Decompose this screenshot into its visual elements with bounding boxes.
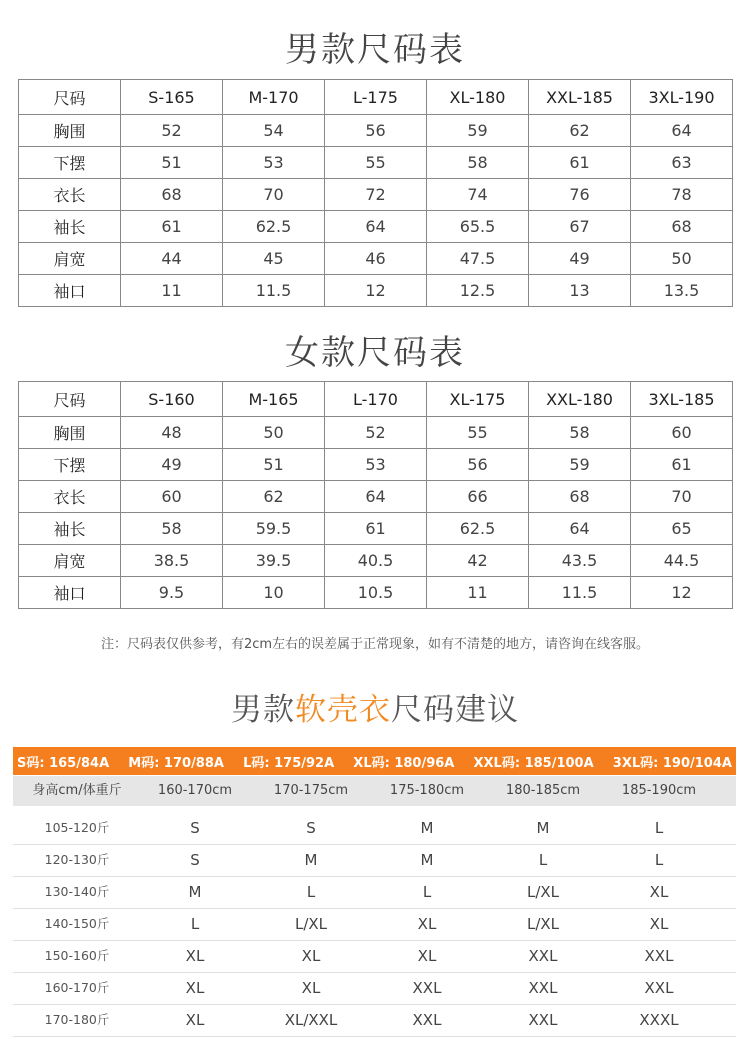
recommend-title [0,684,750,729]
size-cell: XL-175 [427,382,529,417]
size-cell: 13.5 [631,275,733,307]
size-cell: 59.5 [223,513,325,545]
recommended-size: L [538,851,548,869]
size-cell: 50 [223,417,325,449]
size-cell: 43.5 [529,545,631,577]
recommend-header-label: 身高cm/体重斤 [32,783,122,798]
size-cell: 70 [223,179,325,211]
weight-range-label: 150-160斤 [44,948,110,963]
weight-range-label: 120-130斤 [44,852,110,867]
recommended-size: XXL [412,1011,442,1029]
size-cell: 63 [631,147,733,179]
recommended-size: XL [417,915,437,933]
size-row [19,513,733,545]
size-cell: 50 [631,243,733,275]
size-cell: L-170 [325,382,427,417]
size-cell: 64 [631,115,733,147]
size-cell: 45 [223,243,325,275]
recommend-row [13,972,736,1005]
recommended-size: M [420,819,434,837]
size-cell: 54 [223,115,325,147]
weight-range-label: 130-140斤 [44,884,110,899]
recommended-size: L [654,851,664,869]
height-range-header: 180-185cm [505,783,581,798]
size-code-label: XXL码: 185/100A [473,755,594,771]
size-code-label: L码: 175/92A [243,755,335,771]
recommend-row [13,844,736,877]
size-cell: 64 [325,211,427,243]
weight-range-label: 140-150斤 [44,916,110,931]
recommended-size: XL/XXL [284,1011,338,1029]
size-cell: 9.5 [121,577,223,609]
size-row [19,115,733,147]
size-cell: 12 [325,275,427,307]
size-row [19,211,733,243]
size-row [19,481,733,513]
size-code-label: M码: 170/88A [128,755,224,771]
size-cell: 76 [529,179,631,211]
size-cell: 62.5 [223,211,325,243]
size-cell: 65.5 [427,211,529,243]
recommended-size: XXL [644,947,674,965]
weight-range-label: 170-180斤 [44,1012,110,1027]
size-row [19,243,733,275]
size-cell: 62 [223,481,325,513]
size-cell: 61 [325,513,427,545]
size-cell: 61 [529,147,631,179]
size-cell: 56 [427,449,529,481]
size-cell: 13 [529,275,631,307]
height-range-header: 160-170cm [157,783,233,798]
recommended-size: M [536,819,550,837]
size-cell: 53 [223,147,325,179]
row-label-cell: 肩宽 [19,243,121,275]
size-cell: 38.5 [121,545,223,577]
size-cell: L-175 [325,80,427,115]
size-cell: S-160 [121,382,223,417]
recommended-size: S [306,819,316,837]
recommend-row [13,908,736,941]
recommended-size: S [190,819,200,837]
size-cell: 62.5 [427,513,529,545]
size-cell: 48 [121,417,223,449]
recommended-size: L [190,915,200,933]
size-row [19,275,733,307]
size-cell: 64 [325,481,427,513]
recommended-size: XL [301,947,321,965]
size-cell: 58 [121,513,223,545]
row-label-cell: 肩宽 [19,545,121,577]
row-label-cell: 袖长 [19,211,121,243]
row-label-cell: 衣长 [19,179,121,211]
size-cell: 11.5 [223,275,325,307]
size-cell: 68 [121,179,223,211]
row-label-cell: 下摆 [19,449,121,481]
size-cell: 64 [529,513,631,545]
size-cell: 58 [529,417,631,449]
recommend-title-post: 尺码建议 [391,692,519,728]
size-cell: 68 [631,211,733,243]
height-range-header: 170-175cm [273,783,349,798]
recommended-size: XL [185,947,205,965]
recommend-row [13,812,736,845]
size-cell: M-165 [223,382,325,417]
size-code-label: 3XL码: 190/104A [612,755,732,771]
recommend-row [13,940,736,973]
size-cell: 62 [529,115,631,147]
row-label-cell: 胸围 [19,417,121,449]
size-row [19,147,733,179]
women-size-chart-title: 女款尺码表 [285,333,465,373]
size-cell: 56 [325,115,427,147]
size-cell: 49 [121,449,223,481]
size-cell: 67 [529,211,631,243]
recommended-size: L/XL [526,915,560,933]
recommended-size: L/XL [526,883,560,901]
recommended-size: XXL [528,947,558,965]
recommended-size: XXL [644,979,674,997]
size-cell: M-170 [223,80,325,115]
size-note: 注：尺码表仅供参考，有2cm左右的误差属于正常现象，如有不清楚的地方，请咨询在线客服。 [100,637,650,652]
size-cell: XXL-185 [529,80,631,115]
men-size-table [18,79,733,307]
size-cell: 10 [223,577,325,609]
size-cell: 52 [121,115,223,147]
size-cell: 55 [325,147,427,179]
weight-range-label: 160-170斤 [44,980,110,995]
row-label-cell: 袖长 [19,513,121,545]
row-label-cell: 尺码 [19,80,121,115]
recommended-size: XL [185,1011,205,1029]
size-cell: 47.5 [427,243,529,275]
recommended-size: XXL [412,979,442,997]
size-cell: 11 [121,275,223,307]
size-cell: XL-180 [427,80,529,115]
size-cell: 72 [325,179,427,211]
recommended-size: L/XL [294,915,328,933]
size-cell: 42 [427,545,529,577]
size-header-row [19,80,733,115]
size-cell: 49 [529,243,631,275]
row-label-cell: 下摆 [19,147,121,179]
size-row [19,449,733,481]
recommended-size: XL [185,979,205,997]
size-cell: 68 [529,481,631,513]
recommended-size: XXL [528,1011,558,1029]
size-cell: 12 [631,577,733,609]
size-cell: 44.5 [631,545,733,577]
recommended-size: M [188,883,202,901]
size-cell: 74 [427,179,529,211]
size-cell: 12.5 [427,275,529,307]
size-code-label: XL码: 180/96A [353,755,455,771]
height-range-header: 185-190cm [621,783,697,798]
recommend-row [13,876,736,909]
row-label-cell: 衣长 [19,481,121,513]
size-cell: 51 [121,147,223,179]
size-cell: 61 [121,211,223,243]
size-cell: 3XL-185 [631,382,733,417]
size-row [19,577,733,609]
recommend-header-row [13,776,736,806]
recommended-size: XXL [528,979,558,997]
size-cell: 10.5 [325,577,427,609]
size-code-label: S码: 165/84A [17,755,110,771]
size-cell: 61 [631,449,733,481]
size-cell: 44 [121,243,223,275]
size-cell: 46 [325,243,427,275]
recommended-size: M [304,851,318,869]
size-cell: 58 [427,147,529,179]
row-label-cell: 尺码 [19,382,121,417]
size-cell: 65 [631,513,733,545]
row-label-cell: 袖口 [19,275,121,307]
size-cell: 52 [325,417,427,449]
size-cell: S-165 [121,80,223,115]
recommended-size: S [190,851,200,869]
size-cell: 53 [325,449,427,481]
recommend-title-pre: 男款 [231,692,295,728]
size-row [19,545,733,577]
size-cell: 3XL-190 [631,80,733,115]
size-cell: XXL-180 [529,382,631,417]
row-label-cell: 袖口 [19,577,121,609]
recommended-size: XXXL [639,1011,679,1029]
recommended-size: L [422,883,432,901]
size-cell: 11.5 [529,577,631,609]
recommended-size: XL [649,915,669,933]
size-cell: 66 [427,481,529,513]
size-row [19,417,733,449]
recommended-size: L [306,883,316,901]
size-cell: 59 [427,115,529,147]
women-size-table [18,381,733,609]
row-label-cell: 胸围 [19,115,121,147]
size-cell: 51 [223,449,325,481]
recommended-size: XL [649,883,669,901]
men-size-chart-title: 男款尺码表 [285,30,465,70]
size-cell: 60 [631,417,733,449]
recommended-size: M [420,851,434,869]
size-row [19,179,733,211]
size-code-bar [13,747,736,775]
recommended-size: XL [301,979,321,997]
recommended-size: L [654,819,664,837]
size-cell: 39.5 [223,545,325,577]
size-cell: 40.5 [325,545,427,577]
size-cell: 59 [529,449,631,481]
recommended-size: XL [417,947,437,965]
size-cell: 70 [631,481,733,513]
recommend-title-highlight: 软壳衣 [295,692,391,728]
size-header-row [19,382,733,417]
weight-range-label: 105-120斤 [44,820,110,835]
size-cell: 55 [427,417,529,449]
size-cell: 11 [427,577,529,609]
size-cell: 60 [121,481,223,513]
recommend-row [13,1004,736,1037]
height-range-header: 175-180cm [389,783,465,798]
size-cell: 78 [631,179,733,211]
